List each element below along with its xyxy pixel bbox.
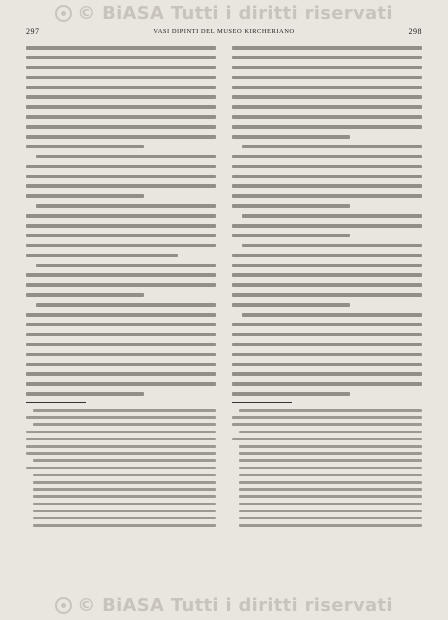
text-line	[239, 481, 422, 484]
watermark-top	[0, 0, 448, 26]
right-column-text	[232, 46, 422, 396]
text-line	[232, 372, 422, 376]
text-line	[26, 86, 216, 90]
text-line	[232, 353, 422, 357]
text-line	[26, 115, 216, 119]
running-head	[26, 27, 422, 41]
text-line	[33, 409, 216, 412]
text-line	[26, 313, 216, 317]
text-line	[242, 244, 422, 248]
text-line	[232, 86, 422, 90]
page-body	[26, 46, 422, 570]
text-line	[26, 416, 216, 419]
text-line	[232, 76, 422, 80]
text-line	[239, 467, 422, 470]
text-line	[26, 392, 144, 396]
text-line	[26, 323, 216, 327]
text-line	[36, 264, 216, 268]
text-line	[26, 145, 144, 149]
biasa-logo-icon	[55, 5, 72, 22]
right-footnotes	[232, 409, 422, 527]
text-line	[232, 303, 350, 307]
text-line	[33, 517, 216, 520]
text-line	[232, 66, 422, 70]
text-line	[33, 423, 216, 426]
text-line	[232, 115, 422, 119]
text-line	[33, 503, 216, 506]
text-line	[26, 431, 216, 434]
text-line	[26, 254, 178, 258]
text-line	[26, 165, 216, 169]
text-line	[26, 333, 216, 337]
text-line	[232, 125, 422, 129]
text-line	[232, 175, 422, 179]
text-line	[232, 333, 422, 337]
text-line	[239, 409, 422, 412]
text-line	[232, 135, 350, 139]
text-line	[232, 264, 422, 268]
text-line	[239, 510, 422, 513]
text-line	[232, 95, 422, 99]
text-line	[26, 46, 216, 50]
text-line	[26, 56, 216, 60]
text-line	[232, 423, 422, 426]
text-line	[26, 175, 216, 179]
text-line	[239, 445, 422, 448]
text-line	[232, 184, 422, 188]
text-line	[33, 459, 216, 462]
text-line	[239, 474, 422, 477]
text-line	[26, 467, 216, 470]
text-line	[239, 459, 422, 462]
text-line	[26, 184, 216, 188]
text-line	[239, 452, 422, 455]
text-line	[33, 524, 216, 527]
text-line	[26, 273, 216, 277]
text-line	[26, 293, 144, 297]
text-line	[36, 204, 216, 208]
left-column	[26, 46, 216, 570]
text-line	[26, 372, 216, 376]
text-line	[232, 224, 422, 228]
text-line	[232, 416, 422, 419]
text-line	[26, 214, 216, 218]
text-line	[232, 155, 422, 159]
left-page-number: 297	[26, 27, 40, 36]
text-line	[232, 194, 422, 198]
text-line	[36, 155, 216, 159]
biasa-logo-icon	[55, 597, 72, 614]
text-line	[232, 392, 350, 396]
text-line	[239, 495, 422, 498]
text-line	[239, 503, 422, 506]
text-line	[26, 438, 216, 441]
left-column-text	[26, 46, 216, 396]
right-page-number: 298	[408, 27, 422, 36]
text-line	[239, 488, 422, 491]
text-line	[242, 214, 422, 218]
text-line	[232, 438, 422, 441]
text-line	[239, 524, 422, 527]
text-line	[26, 105, 216, 109]
footnote-rule-right	[232, 402, 292, 403]
text-line	[26, 244, 216, 248]
watermark-text: © BiASA Tutti i diritti riservati	[77, 2, 393, 24]
text-line	[26, 382, 216, 386]
text-line	[26, 445, 216, 448]
text-line	[26, 234, 216, 238]
text-line	[26, 66, 216, 70]
text-line	[232, 283, 422, 287]
left-footnotes	[26, 409, 216, 527]
text-line	[33, 488, 216, 491]
running-title: VASI DIPINTI DEL MUSEO KIRCHERIANO	[153, 28, 295, 35]
text-line	[33, 510, 216, 513]
text-line	[232, 105, 422, 109]
text-line	[26, 135, 216, 139]
text-line	[232, 363, 422, 367]
text-line	[232, 56, 422, 60]
text-line	[232, 46, 422, 50]
text-line	[232, 343, 422, 347]
text-line	[239, 517, 422, 520]
text-line	[232, 273, 422, 277]
text-line	[26, 194, 144, 198]
text-line	[26, 452, 216, 455]
watermark-text: © BiASA Tutti i diritti riservati	[77, 594, 393, 616]
text-line	[26, 125, 216, 129]
text-line	[26, 224, 216, 228]
text-line	[232, 382, 422, 386]
text-line	[232, 165, 422, 169]
text-line	[33, 481, 216, 484]
text-line	[26, 283, 216, 287]
text-line	[26, 76, 216, 80]
text-line	[26, 363, 216, 367]
text-line	[232, 293, 422, 297]
text-line	[33, 495, 216, 498]
text-line	[232, 254, 422, 258]
right-column	[232, 46, 422, 570]
text-line	[36, 303, 216, 307]
watermark-bottom	[0, 592, 448, 618]
text-line	[232, 234, 350, 238]
text-line	[232, 204, 350, 208]
text-line	[239, 431, 422, 434]
text-line	[26, 343, 216, 347]
footnote-rule-left	[26, 402, 86, 403]
text-line	[26, 353, 216, 357]
text-line	[33, 474, 216, 477]
text-line	[232, 323, 422, 327]
text-line	[242, 313, 422, 317]
text-line	[242, 145, 422, 149]
text-line	[26, 95, 216, 99]
